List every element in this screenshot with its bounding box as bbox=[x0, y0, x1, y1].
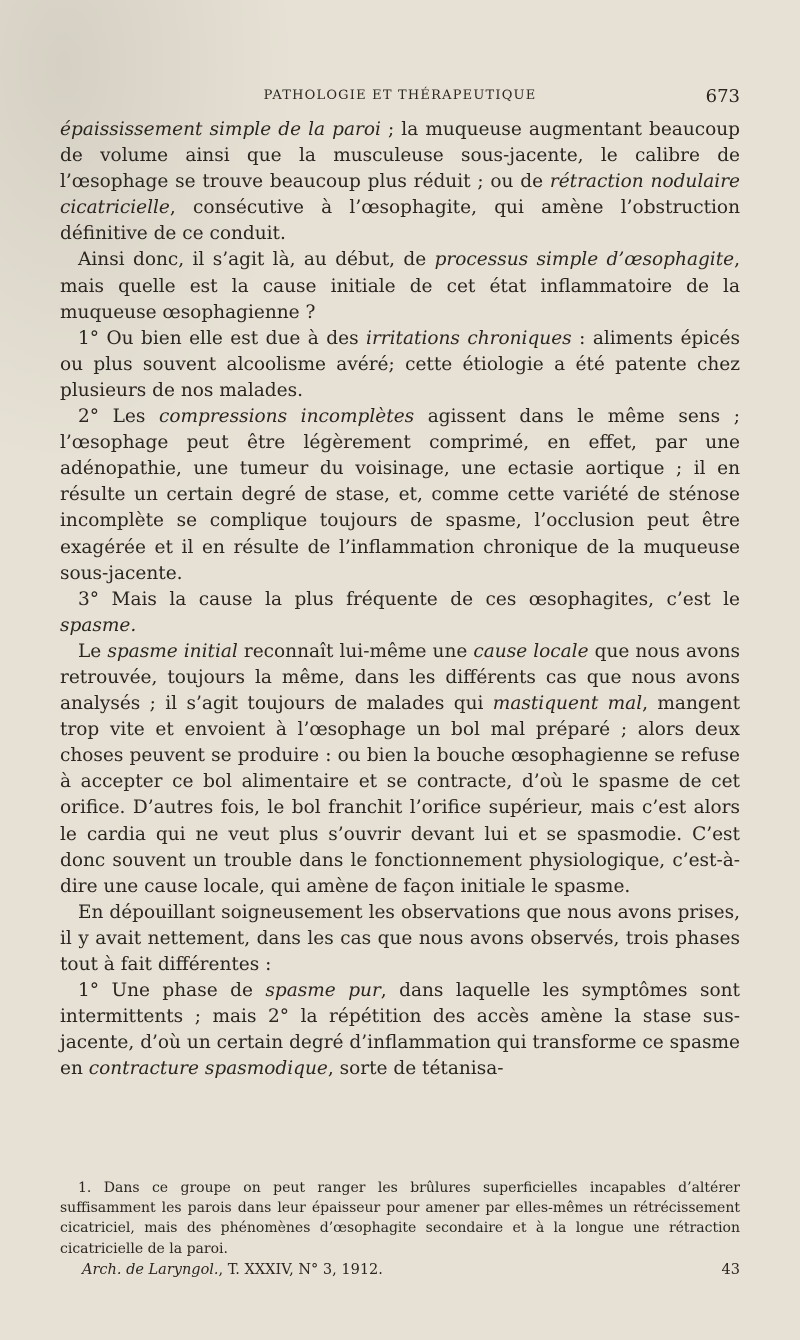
page-number: 673 bbox=[705, 86, 740, 107]
reference-volume: , T. XXXIV, N° 3, 1912. bbox=[218, 1261, 383, 1278]
text-run: , consécutive à l’œsophagite, qui amène l’obstruction définitive de ce conduit. bbox=[60, 197, 740, 245]
italic-run: processus simple d’œsophagite bbox=[434, 249, 735, 271]
text-run: 3° Mais la cause la plus fréquente de ces œsophagites, c’est le bbox=[78, 588, 740, 610]
text-run: , dans laquelle les symptômes sont intermittents ; mais 2° la répétition des accès amène la stase sus-jacente, d’où un certain degré d’inflammation qui transforme ce spasme en bbox=[60, 980, 740, 1080]
italic-run: spasme pur bbox=[265, 980, 381, 1002]
italic-run: spasme. bbox=[60, 614, 137, 636]
text-run: 1° Une phase de bbox=[78, 980, 266, 1002]
running-head bbox=[60, 88, 740, 112]
text-run: , sorte de tétanisa- bbox=[327, 1058, 504, 1080]
running-title: PATHOLOGIE ET THÉRAPEUTIQUE bbox=[263, 88, 537, 103]
text-run: : aliments épicés ou plus souvent alcoolisme avéré; cette étiologie a été patente chez plusieurs de nos malades. bbox=[60, 327, 740, 401]
text-run: que nous avons retrouvée, toujours la même, dans les différents cas que nous avons analysés ; il s’agit toujours de malades qui bbox=[60, 640, 740, 715]
italic-run: contracture spasmodique bbox=[88, 1058, 328, 1080]
text-run: 2° Les bbox=[78, 406, 159, 428]
paragraph bbox=[60, 639, 740, 900]
reference-journal: Arch. de Laryngol. bbox=[82, 1261, 219, 1278]
paragraph bbox=[60, 247, 740, 325]
paragraph bbox=[60, 900, 740, 978]
italic-run: épaississement simple de la paroi bbox=[60, 119, 381, 140]
italic-run: cause locale bbox=[473, 640, 589, 662]
text-run: En dépouillant soigneusement les observations que nous avons prises, il y avait nettement, dans les cas que nous avons observés, trois phases tout à fait différentes : bbox=[60, 901, 740, 975]
text-run: ; la muqueuse augmentant beaucoup de volume ainsi que la musculeuse sous-jacente, le calibre de l’œsophage se trouve beaucoup plus réduit ; ou de bbox=[60, 119, 740, 193]
paragraph bbox=[60, 978, 740, 1082]
body-text bbox=[60, 117, 740, 1082]
signature-mark: 43 bbox=[721, 1261, 740, 1278]
footnote-text: 1. Dans ce groupe on peut ranger les brûlures superficielles incapables d’altérer suffisamment les parois dans leur épaisseur pour amener par elles-mêmes un rétrécissement cicatriciel, mais des phénomènes d’œsophagite secondaire et à la longue une rétraction cicatricielle de la paroi. bbox=[60, 1180, 740, 1257]
paragraph bbox=[60, 404, 740, 587]
text-run: 1° Ou bien elle est due à des bbox=[78, 327, 367, 349]
paragraph bbox=[60, 587, 740, 639]
italic-run: irritations chroniques bbox=[366, 327, 572, 349]
footnote bbox=[60, 1178, 740, 1280]
italic-run: spasme initial bbox=[107, 640, 238, 662]
text-run: agissent dans le même sens ; l’œsophage peut être légèrement comprimé, en effet, par une adénopathie, une tumeur du voisinage, une ectasie aortique ; il en résulte un certain degré de stase, et, comme cette variété de sténose incomplète se complique toujours de spasme, l’occlusion peut être exagérée et il en résulte de l’inflammation chronique de la muqueuse sous-jacente. bbox=[60, 406, 741, 584]
text-run: Ainsi donc, il s’agit là, au début, de bbox=[78, 249, 435, 271]
text-run: , mangent trop vite et envoient à l’œsophage un bol mal préparé ; alors deux choses peuvent se produire : ou bien la bouche œsophagienne se refuse à accepter ce bol alimentaire et se contracte, d’où le spasme de cet orifice. D’autres fois, le bol franchit l’orifice supérieur, mais c’est alors le cardia qui ne veut plus s’ouvrir devant lui et se spasmodie. C’est donc souvent un trouble dans le fonctionnement physiologique, c’est-à-dire une cause locale, qui amène de façon initiale le spasme. bbox=[60, 693, 741, 897]
paragraph bbox=[60, 326, 740, 404]
text-run: reconnaît lui-même une bbox=[237, 640, 474, 662]
italic-run: rétraction nodulaire cicatricielle bbox=[60, 171, 740, 219]
italic-run: mastiquent mal bbox=[492, 693, 643, 715]
text-run: , mais quelle est la cause initiale de cet état inflammatoire de la muqueuse œsophagienne ? bbox=[60, 249, 740, 323]
paragraph bbox=[60, 117, 740, 247]
footnote-reference bbox=[60, 1260, 740, 1280]
italic-run: compressions incomplètes bbox=[158, 406, 415, 428]
text-run: Le bbox=[78, 640, 108, 662]
